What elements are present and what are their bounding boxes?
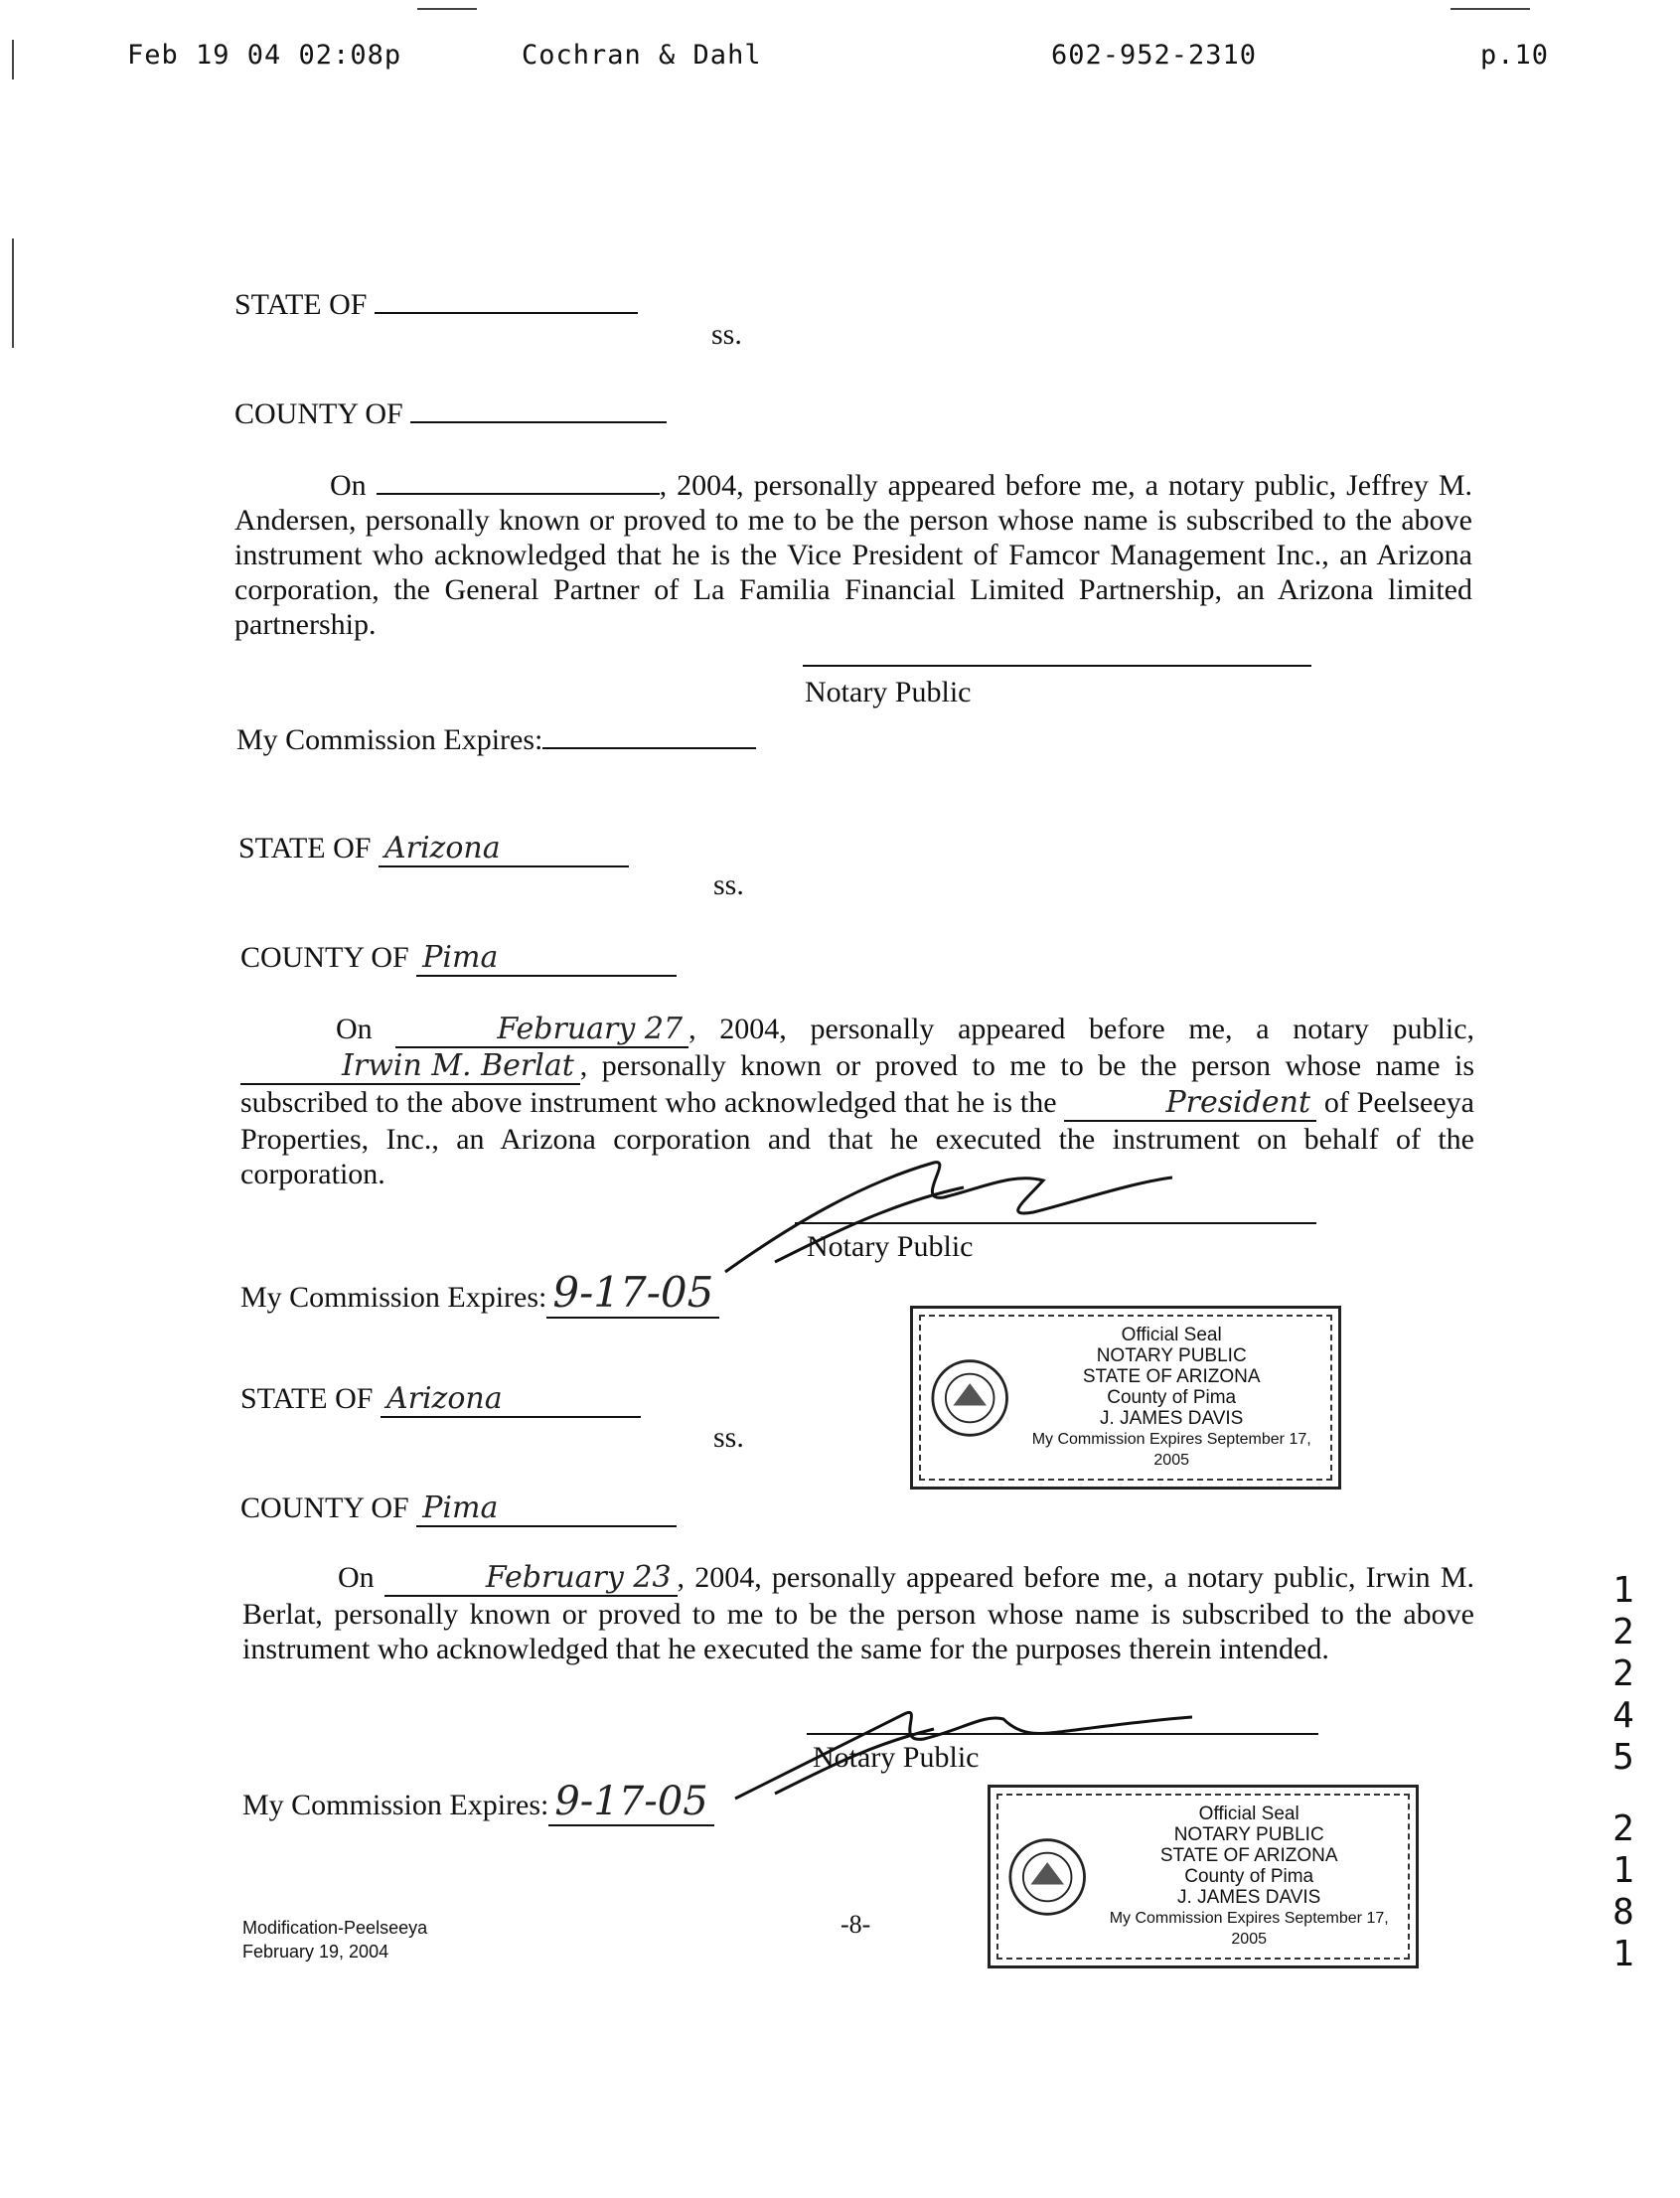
county-of-label: COUNTY OF — [234, 397, 403, 430]
page-number: -8- — [840, 1910, 871, 1939]
county-of-line-3 — [240, 1491, 677, 1527]
notary-seal-stamp — [988, 1785, 1419, 1968]
commission-expires-line-2 — [240, 1268, 719, 1319]
fax-page: p.10 — [1480, 40, 1550, 71]
recording-digit: 5 — [1612, 1737, 1634, 1778]
recording-digit: 2 — [1612, 1612, 1634, 1652]
fax-datetime: Feb 19 04 02:08p — [127, 40, 402, 71]
county-of-label: COUNTY OF — [240, 1492, 409, 1524]
footer-doc-name: Modification-Peelseeya — [242, 1918, 428, 1938]
acknowledgment-paragraph-3 — [242, 1560, 1474, 1666]
state-of-label: STATE OF — [234, 288, 368, 321]
stamp-expiration: My Commission Expires September 17, 2005 — [1109, 1910, 1389, 1948]
commission-blank — [542, 721, 756, 749]
stamp-name: J. JAMES DAVIS — [1100, 1408, 1244, 1429]
on-label: On — [330, 469, 367, 502]
on-label: On — [338, 1561, 375, 1594]
county-handwritten: Pima — [416, 1491, 677, 1527]
recording-digit: 1 — [1612, 1850, 1634, 1891]
date-handwritten: February 23 — [384, 1560, 678, 1597]
date-blank — [377, 467, 660, 495]
commission-expires-label: My Commission Expires: — [240, 1281, 547, 1314]
stamp-expiration: My Commission Expires September 17, 2005 — [1031, 1431, 1311, 1469]
recording-digit: 2 — [1612, 1808, 1634, 1849]
scan-mark — [1451, 8, 1530, 10]
recording-digit: 4 — [1612, 1695, 1634, 1736]
notary-public-label: Notary Public — [807, 1230, 974, 1263]
stamp-official-seal: Official Seal — [1121, 1325, 1222, 1345]
commission-handwritten: 9-17-05 — [548, 1779, 713, 1826]
name-handwritten: Irwin M. Berlat — [240, 1048, 580, 1085]
signature-line — [807, 1733, 1318, 1735]
fax-sender: Cochran & Dahl — [522, 40, 762, 71]
paragraph-text: of Peelseeya Properties, Inc., an Arizona corporation and that he executed the instrument on behalf of the corporation. — [240, 1086, 1474, 1190]
paragraph-text: , 2004, personally appeared before me, a notary public, Irwin M. Berlat, personally known or proved to me to be the person whose name is subscribed to the above instrument who acknowledged that he executed the same for the purposes therein intended. — [242, 1561, 1474, 1665]
notary-public-label: Notary Public — [805, 676, 972, 708]
date-handwritten: February 27 — [395, 1012, 688, 1048]
state-of-line-2 — [238, 831, 629, 867]
notary-seal-stamp — [910, 1306, 1341, 1490]
state-seal-icon — [931, 1356, 1008, 1440]
state-of-line-3 — [240, 1381, 641, 1418]
notary-public-label: Notary Public — [813, 1741, 980, 1774]
stamp-state: STATE OF ARIZONA — [1159, 1845, 1338, 1866]
scan-mark — [12, 40, 14, 79]
footer-doc-info — [242, 1916, 427, 1963]
paragraph-text: , personally known or proved to me to be the person whose name is subscribed to the above instrument who acknowledged that he is the — [240, 1049, 1474, 1119]
stamp-name: J. JAMES DAVIS — [1177, 1887, 1321, 1908]
scan-mark — [12, 238, 14, 348]
recording-digit: 8 — [1612, 1892, 1634, 1933]
ss-label: ss. — [711, 318, 742, 351]
on-label: On — [336, 1013, 373, 1045]
county-handwritten: Pima — [416, 940, 677, 977]
ss-label: ss. — [713, 868, 744, 901]
state-of-label: STATE OF — [238, 832, 372, 864]
stamp-official-seal: Official Seal — [1198, 1804, 1299, 1824]
stamp-notary-public: NOTARY PUBLIC — [1173, 1824, 1324, 1845]
footer-date: February 19, 2004 — [242, 1942, 389, 1962]
state-of-label: STATE OF — [240, 1382, 374, 1415]
acknowledgment-paragraph-1 — [234, 467, 1472, 642]
county-of-line-2 — [240, 940, 677, 977]
county-of-label: COUNTY OF — [240, 941, 409, 974]
signature-line — [795, 1222, 1316, 1224]
commission-expires-line-1 — [236, 721, 756, 757]
stamp-state: STATE OF ARIZONA — [1082, 1366, 1261, 1387]
county-blank — [410, 395, 667, 423]
commission-expires-label: My Commission Expires: — [236, 723, 543, 756]
commission-handwritten: 9-17-05 — [546, 1268, 719, 1319]
state-of-line-1 — [234, 286, 638, 322]
recording-digit: 1 — [1612, 1570, 1634, 1611]
recording-number — [1604, 1570, 1643, 1975]
paragraph-text: , 2004, personally appeared before me, a notary public, — [688, 1013, 1475, 1045]
state-blank — [375, 286, 638, 314]
title-handwritten: President — [1064, 1085, 1316, 1122]
stamp-county: County of Pima — [1184, 1866, 1314, 1887]
scan-mark — [417, 8, 477, 10]
stamp-county: County of Pima — [1107, 1387, 1237, 1408]
stamp-notary-public: NOTARY PUBLIC — [1096, 1345, 1247, 1366]
paragraph-text: , 2004, personally appeared before me, a notary public, Jeffrey M. Andersen, personally known or proved to me to be the person whose name is subscribed to the above instrument who acknowledged that he is the Vice President of Famcor Management Inc., an Arizona corporation, the General Partner of La Familia Financial Limited Partnership, an Arizona limited partnership. — [234, 469, 1472, 641]
ss-label: ss. — [713, 1421, 744, 1454]
state-handwritten: Arizona — [381, 1381, 641, 1418]
signature-line — [803, 665, 1311, 667]
state-seal-icon — [1008, 1835, 1086, 1919]
county-of-line-1 — [234, 395, 667, 431]
recording-digit: 1 — [1612, 1934, 1634, 1974]
commission-expires-label: My Commission Expires: — [242, 1789, 549, 1821]
state-handwritten: Arizona — [379, 831, 629, 867]
commission-expires-line-3 — [242, 1779, 714, 1826]
recording-digit: 2 — [1612, 1653, 1634, 1694]
fax-phone: 602-952-2310 — [1051, 40, 1258, 71]
